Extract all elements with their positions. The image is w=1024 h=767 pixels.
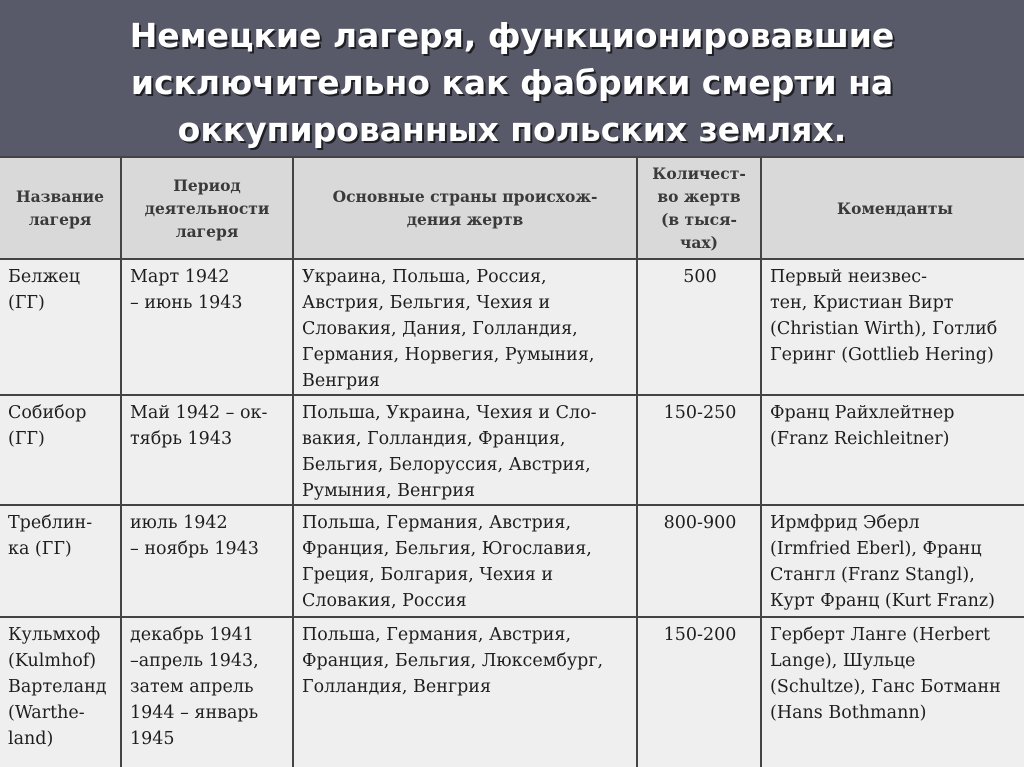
table-row: [0, 395, 1024, 505]
header-period: Период деятельности лагеря: [121, 157, 293, 259]
cell-victims: 150-200: [637, 617, 761, 767]
table-row: [0, 259, 1024, 395]
table-row: [0, 617, 1024, 767]
cell-camp-name: Кульмхоф (Kulmhof) Вартеланд (Warthe- land): [0, 617, 121, 767]
cell-period: декабрь 1941 –апрель 1943, затем апрель 1944 – январь 1945: [121, 617, 293, 767]
header-camp-name: Название лагеря: [0, 157, 121, 259]
cell-period: июль 1942 – ноябрь 1943: [121, 505, 293, 617]
cell-commandants: Герберт Ланге (Herbert Lange), Шульце (Schultze), Ганс Ботманн (Hans Bothmann): [761, 617, 1024, 767]
title-band: [0, 0, 1024, 156]
camps-table: [0, 156, 1024, 767]
cell-period: Март 1942 – июнь 1943: [121, 259, 293, 395]
cell-countries: Польша, Германия, Австрия, Франция, Бельгия, Люксембург, Голландия, Венгрия: [293, 617, 637, 767]
cell-countries: Украина, Польша, Россия, Австрия, Бельгия, Чехия и Словакия, Дания, Голландия, Германия, Норвегия, Румыния, Венгрия: [293, 259, 637, 395]
slide-title: Немецкие лагеря, функционировавшие исключительно как фабрики смерти на оккупированных польских землях.: [129, 16, 895, 149]
cell-victims: 800-900: [637, 505, 761, 617]
cell-victims: 500: [637, 259, 761, 395]
cell-commandants: Ирмфрид Эберл (Irmfried Eberl), Франц Стангл (Franz Stangl), Курт Франц (Kurt Franz): [761, 505, 1024, 617]
cell-countries: Польша, Украина, Чехия и Сло- вакия, Голландия, Франция, Бельгия, Белоруссия, Австрия, Румыния, Венгрия: [293, 395, 637, 505]
cell-victims: 150-250: [637, 395, 761, 505]
header-commandants: Коменданты: [761, 157, 1024, 259]
table-container: [0, 156, 1024, 767]
cell-commandants: Первый неизвес- тен, Кристиан Вирт (Christian Wirth), Готлиб Геринг (Gottlieb Hering): [761, 259, 1024, 395]
header-countries: Основные страны происхож- дения жертв: [293, 157, 637, 259]
cell-countries: Польша, Германия, Австрия, Франция, Бельгия, Югославия, Греция, Болгария, Чехия и Словакия, Россия: [293, 505, 637, 617]
header-victims: Количест- во жертв (в тыся- чах): [637, 157, 761, 259]
table-row: [0, 505, 1024, 617]
cell-camp-name: Белжец (ГГ): [0, 259, 121, 395]
cell-camp-name: Собибор (ГГ): [0, 395, 121, 505]
cell-period: Май 1942 – ок- тябрь 1943: [121, 395, 293, 505]
cell-commandants: Франц Райхлейтнер (Franz Reichleitner): [761, 395, 1024, 505]
table-header-row: [0, 157, 1024, 259]
cell-camp-name: Треблин- ка (ГГ): [0, 505, 121, 617]
